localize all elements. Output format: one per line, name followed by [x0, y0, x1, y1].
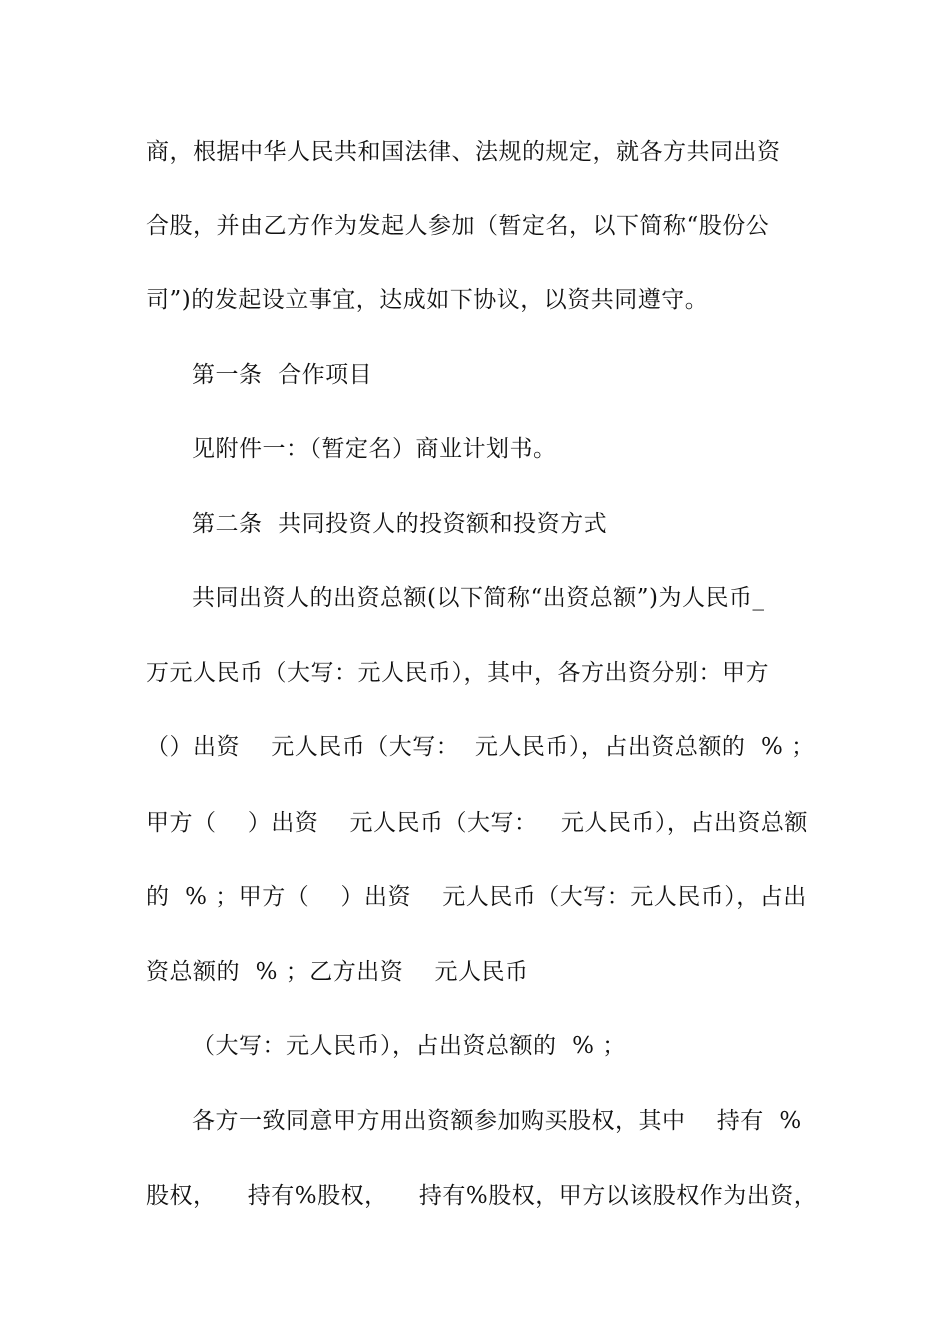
- paragraph-line: （）出资 元人民币（大写： 元人民币），占出资总额的 % ；: [146, 734, 815, 760]
- article-heading: 第一条 合作项目: [192, 362, 373, 388]
- paragraph-line: 商，根据中华人民共和国法律、法规的规定，就各方共同出资: [146, 139, 781, 165]
- paragraph-line: 资总额的 % ；乙方出资 元人民币: [146, 959, 529, 985]
- paragraph-line: 万元人民币（大写：元人民币），其中，各方出资分别：甲方: [146, 660, 769, 686]
- article-heading: 第二条 共同投资人的投资额和投资方式: [192, 511, 608, 537]
- paragraph-line: 股权， 持有%股权， 持有%股权，甲方以该股权作为出资，: [146, 1183, 818, 1209]
- paragraph-line: 司”)的发起设立事宜，达成如下协议，以资共同遵守。: [146, 287, 709, 313]
- paragraph-line: 甲方（ ）出资 元人民币（大写： 元人民币），占出资总额: [146, 810, 808, 836]
- paragraph-line: 共同出资人的出资总额(以下简称“出资总额”)为人民币_: [192, 585, 765, 611]
- paragraph-line: 合股，并由乙方作为发起人参加（暂定名，以下简称“股份公: [146, 213, 770, 239]
- paragraph-line: 见附件一：（暂定名）商业计划书。: [192, 436, 557, 462]
- paragraph-line: （大写：元人民币），占出资总额的 % ；: [192, 1033, 626, 1059]
- paragraph-line: 的 % ；甲方（ ）出资 元人民币（大写：元人民币），占出: [146, 884, 807, 910]
- paragraph-line: 各方一致同意甲方用出资额参加购买股权，其中 持有 %: [192, 1108, 802, 1134]
